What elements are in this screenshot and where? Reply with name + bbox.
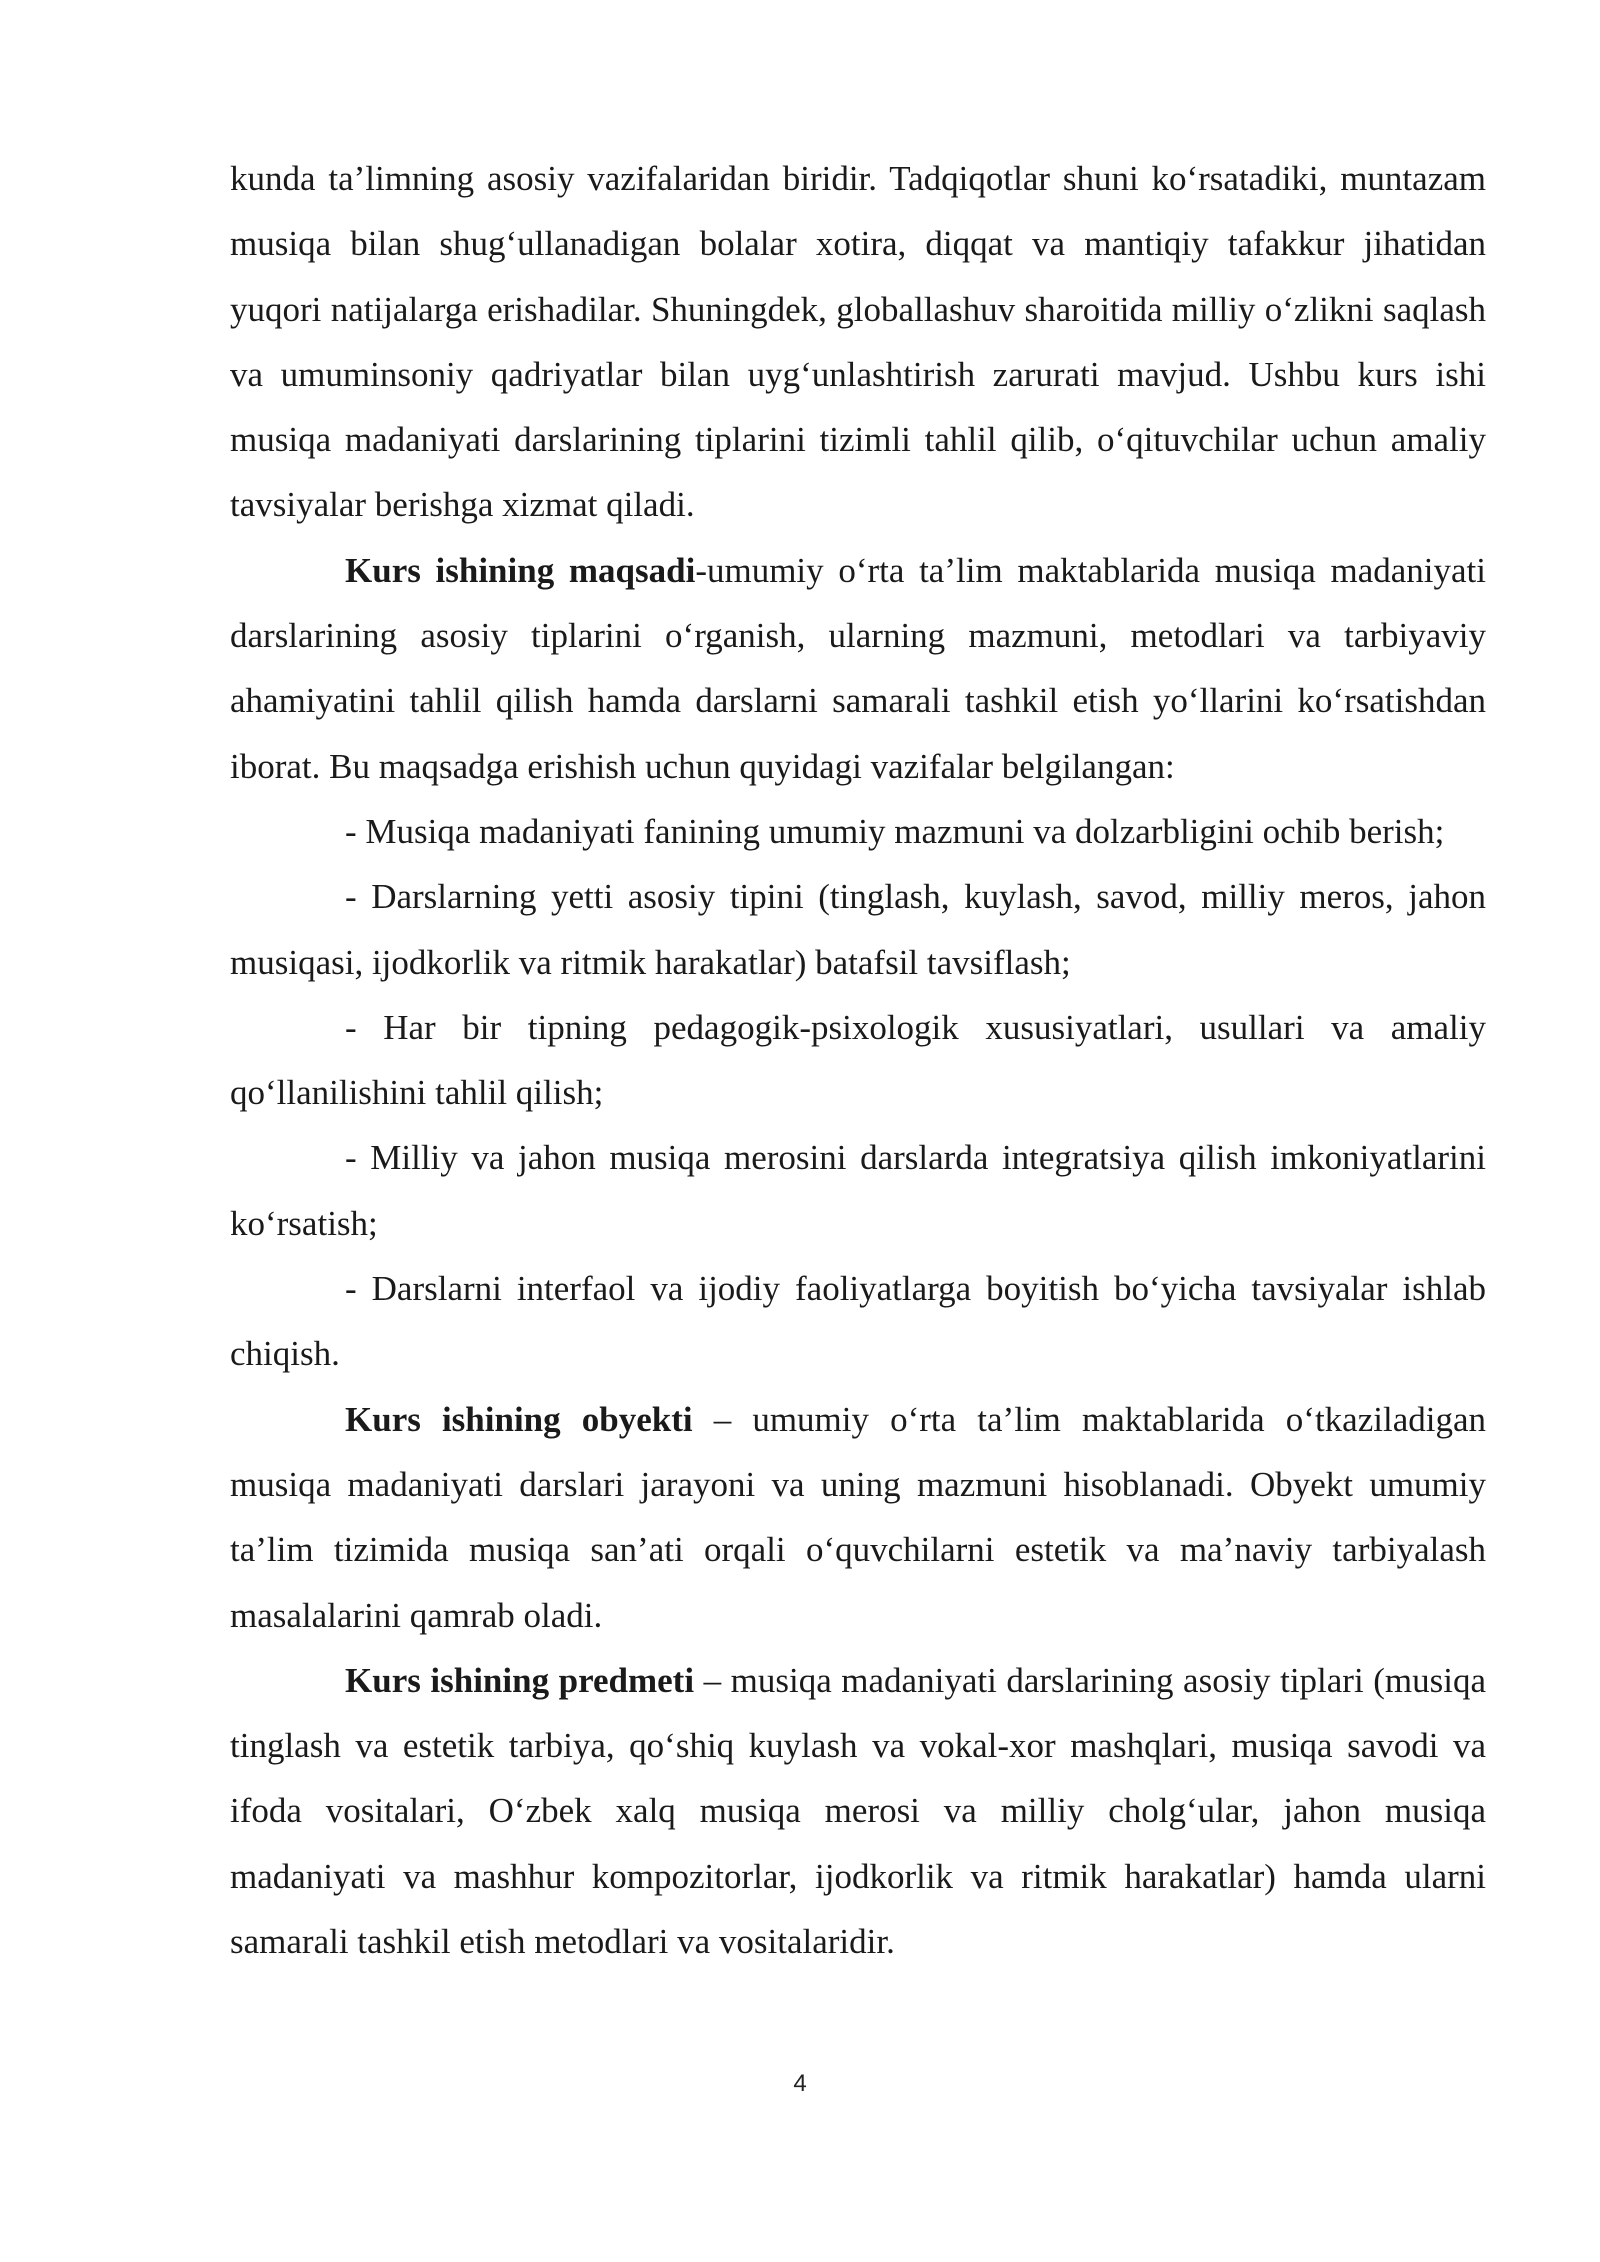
task-item-2: - Darslarning yetti asosiy tipini (tinglash, kuylash, savod, milliy meros, jahon musiqasi, ijodkorlik va ritmik harakatlar) batafsil tavsiflash; (230, 877, 1486, 982)
document-page (230, 146, 1486, 1974)
subject-text: – musiqa madaniyati darslarining asosiy tiplari (musiqa tinglash va estetik tarbiya, qo‘shiq kuylash va vokal-xor mashqlari, musiqa savodi va ifoda vositalari, O‘zbek xalq musiqa merosi va milliy cholg‘ular, jahon musiqa madaniyati va mashhur kompozitorlar, ijodkorlik va ritmik harakatlar) hamda ularni samarali tashkil etish metodlari va vositalaridir. (230, 1660, 1486, 1962)
subject-label: Kurs ishining predmeti (345, 1660, 695, 1700)
task-item-3: - Har bir tipning pedagogik-psixologik xususiyatlari, usullari va amaliy qo‘llanilishini tahlil qilish; (230, 1007, 1486, 1113)
intro-paragraph: kunda ta’limning asosiy vazifalaridan biridir. Tadqiqotlar shuni ko‘rsatadiki, muntazam musiqa bilan shug‘ullanadigan bolalar xotira, diqqat va mantiqiy tafakkur jihatidan yuqori natijalarga erishadilar. Shuningdek, globallashuv sharoitida milliy o‘zlikni saqlash va umuminsoniy qadriyatlar bilan uyg‘unlashtirish zarurati mavjud. Ushbu kurs ishi musiqa madaniyati darslarining tiplarini tizimli tahlil qilib, o‘qituvchilar uchun amaliy tavsiyalar berishga xizmat qiladi. (230, 159, 1486, 525)
goal-paragraph (230, 538, 1486, 799)
task-item-5: - Darslarni interfaol va ijodiy faoliyatlarga boyitish bo‘yicha tavsiyalar ishlab chiqish. (230, 1269, 1486, 1374)
page-number: 4 (793, 2070, 807, 2097)
goal-label: Kurs ishining maqsadi (345, 550, 696, 590)
task-item-4: - Milliy va jahon musiqa merosini darslarda integratsiya qilish imkoniyatlarini ko‘rsatish; (230, 1138, 1486, 1243)
goal-text: -umumiy o‘rta ta’lim maktablarida musiqa madaniyati darslarining asosiy tiplarini o‘rganish, ularning mazmuni, metodlari va tarbiyaviy ahamiyatini tahlil qilish hamda darslarni samarali tashkil etish yo‘llarini ko‘rsatishdan iborat. Bu maqsadga erishish uchun quyidagi vazifalar belgilangan: (230, 550, 1486, 786)
subject-paragraph (230, 1648, 1486, 1974)
task-item-1: - Musiqa madaniyati fanining umumiy mazmuni va dolzarbligini ochib berish; (345, 811, 1445, 851)
object-paragraph (230, 1387, 1486, 1648)
object-label: Kurs ishining obyekti (345, 1399, 693, 1439)
object-text: – umumiy o‘rta ta’lim maktablarida o‘tkaziladigan musiqa madaniyati darslari jarayoni va uning mazmuni hisoblanadi. Obyekt umumiy ta’lim tizimida musiqa san’ati orqali o‘quvchilarni estetik va ma’naviy tarbiyalash masalalarini qamrab oladi. (230, 1399, 1486, 1635)
